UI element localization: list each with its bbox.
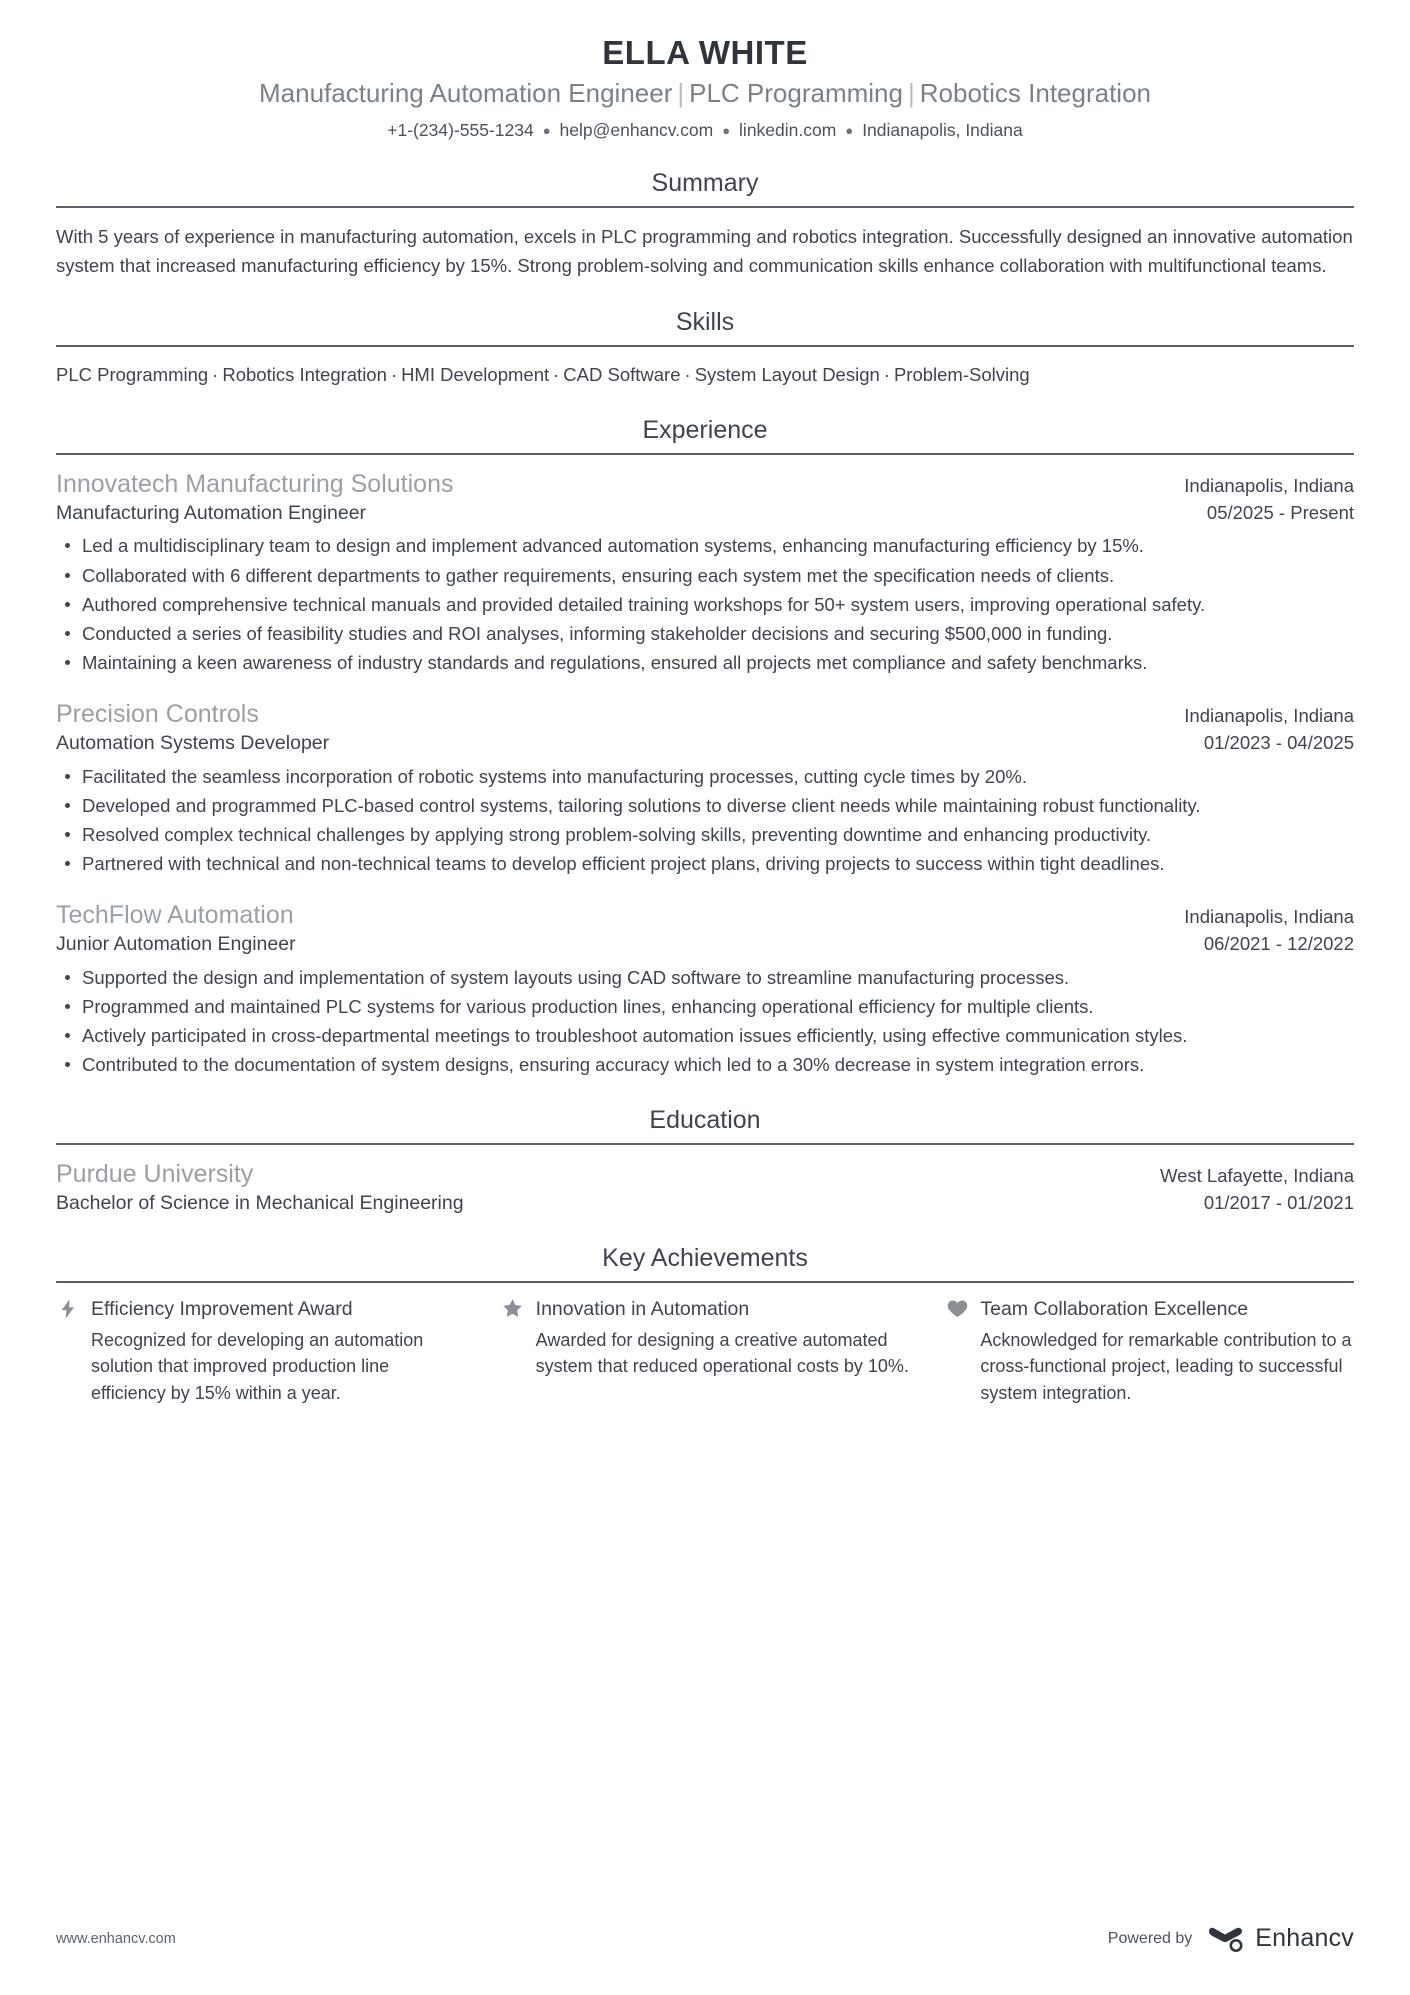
- skills-list: [56, 361, 1354, 389]
- enhancv-logo: [1206, 1924, 1354, 1953]
- job-bullet: Facilitated the seamless incorporation of robotic systems into manufacturing processes, cutting cycle times by 20%.: [56, 763, 1354, 791]
- enhancv-mark-icon: [1206, 1926, 1246, 1952]
- heart-icon: [945, 1297, 969, 1321]
- footer-url[interactable]: www.enhancv.com: [56, 1930, 176, 1947]
- star-icon: [501, 1297, 525, 1321]
- contact-location: Indianapolis, Indiana: [862, 120, 1023, 141]
- experience-entries: [56, 469, 1354, 1079]
- job-bullet: Programmed and maintained PLC systems for various production lines, enhancing operational efficiency for multiple clients.: [56, 993, 1354, 1021]
- contact-line: [56, 119, 1354, 142]
- job-bullet: Contributed to the documentation of system designs, ensuring accuracy which led to a 30% decrease in system integration errors.: [56, 1051, 1354, 1079]
- experience-entry-subheader: [56, 731, 1354, 756]
- section-summary: [56, 168, 1354, 281]
- key-achievement-description: Acknowledged for remarkable contribution to a cross-functional project, leading to successful system integration.: [980, 1329, 1352, 1403]
- contact-website[interactable]: linkedin.com: [739, 120, 837, 141]
- job-bullet-list: [56, 763, 1354, 878]
- skill-separator-icon: ·: [684, 364, 691, 386]
- contact-phone: +1-(234)-555-1234: [387, 120, 534, 141]
- section-divider: [56, 1143, 1354, 1145]
- key-achievement-grid: [56, 1297, 1354, 1407]
- section-divider: [56, 345, 1354, 347]
- education-entry: [56, 1159, 1354, 1217]
- job-dates: 01/2023 - 04/2025: [1203, 732, 1354, 754]
- section-divider: [56, 206, 1354, 208]
- section-skills: [56, 307, 1354, 389]
- job-title: Junior Automation Engineer: [56, 933, 296, 956]
- key-achievement-item: [56, 1297, 465, 1407]
- company-location: Indianapolis, Indiana: [1184, 905, 1354, 927]
- experience-entry-subheader: [56, 501, 1354, 526]
- section-education: [56, 1105, 1354, 1217]
- job-dates: 05/2025 - Present: [1206, 502, 1354, 524]
- headline-divider-icon: |: [677, 77, 685, 108]
- skill-separator-icon: ·: [883, 364, 890, 386]
- key-achievement-description: Recognized for developing an automation solution that improved production line efficiency by 15% within a year.: [91, 1329, 424, 1403]
- section-title-summary: Summary: [651, 168, 759, 197]
- key-achievement-title: Innovation in Automation: [535, 1297, 750, 1320]
- skill-item: Robotics Integration: [222, 364, 387, 386]
- school-location: West Lafayette, Indiana: [1159, 1165, 1354, 1187]
- experience-entry-subheader: [56, 932, 1354, 957]
- job-bullet: Conducted a series of feasibility studies and ROI analyses, informing stakeholder decisions and securing $500,000 in funding.: [56, 620, 1354, 648]
- education-dates: 01/2017 - 01/2021: [1203, 1192, 1354, 1214]
- key-achievement-item: [945, 1297, 1354, 1407]
- headline-part-3: Robotics Integration: [919, 77, 1151, 108]
- experience-entry-header: [56, 900, 1354, 931]
- skill-separator-icon: ·: [553, 364, 560, 386]
- powered-by-label: Powered by: [1107, 1929, 1193, 1947]
- candidate-headline: [56, 78, 1354, 109]
- job-bullet: Collaborated with 6 different departments to gather requirements, ensuring each system met the specification needs of clients.: [56, 562, 1354, 590]
- degree-title: Bachelor of Science in Mechanical Engineering: [56, 1192, 464, 1215]
- headline-part-1: Manufacturing Automation Engineer: [258, 77, 673, 108]
- footer-branding: [1108, 1924, 1354, 1953]
- section-divider: [56, 1281, 1354, 1283]
- company-location: Indianapolis, Indiana: [1184, 474, 1354, 496]
- job-bullet: Developed and programmed PLC-based control systems, tailoring solutions to diverse client needs while maintaining robust functionality.: [56, 792, 1354, 820]
- skill-separator-icon: ·: [390, 364, 398, 386]
- bullet-separator-icon: ●: [845, 123, 854, 139]
- key-achievement-header: [501, 1297, 910, 1321]
- skill-item: System Layout Design: [694, 364, 880, 386]
- school-name: Purdue University: [56, 1160, 254, 1189]
- key-achievement-header: [945, 1297, 1354, 1321]
- skill-item: CAD Software: [563, 364, 681, 386]
- company-name: Precision Controls: [56, 699, 259, 728]
- section-key-achievements: [56, 1243, 1354, 1407]
- section-title-experience: Experience: [642, 415, 768, 444]
- skill-item: HMI Development: [401, 364, 550, 386]
- key-achievement-title: Efficiency Improvement Award: [91, 1297, 353, 1320]
- company-name: TechFlow Automation: [56, 900, 294, 929]
- job-bullet: Resolved complex technical challenges by applying strong problem-solving skills, preventing downtime and enhancing productivity.: [56, 821, 1354, 849]
- lightning-bolt-icon: [56, 1297, 80, 1321]
- job-bullet-list: [56, 964, 1354, 1079]
- headline-divider-icon: |: [907, 77, 915, 108]
- experience-entry-header: [56, 699, 1354, 730]
- key-achievement-item: [501, 1297, 910, 1407]
- resume-header: [56, 0, 1354, 142]
- skill-item: Problem-Solving: [893, 364, 1030, 386]
- job-bullet: Led a multidisciplinary team to design and implement advanced automation systems, enhancing manufacturing efficiency by 15%.: [56, 532, 1354, 560]
- contact-email[interactable]: help@enhancv.com: [559, 120, 714, 141]
- job-bullet: Authored comprehensive technical manuals and provided detailed training workshops for 50+ system users, improving operational safety.: [56, 591, 1354, 619]
- key-achievement-header: [56, 1297, 465, 1321]
- experience-entry: [56, 469, 1354, 677]
- education-entries: [56, 1159, 1354, 1217]
- page-footer: [56, 1924, 1354, 1953]
- job-bullet-list: [56, 532, 1354, 677]
- key-achievement-description: Awarded for designing a creative automated system that reduced operational costs by 10%.: [535, 1329, 909, 1377]
- section-divider: [56, 453, 1354, 455]
- skill-separator-icon: ·: [212, 364, 219, 386]
- bullet-separator-icon: ●: [722, 123, 731, 139]
- experience-entry-header: [56, 469, 1354, 500]
- education-entry-header: [56, 1159, 1354, 1190]
- education-entry-subheader: [56, 1191, 1354, 1216]
- skill-item: PLC Programming: [56, 364, 209, 386]
- job-bullet: Partnered with technical and non-technical teams to develop efficient project plans, driving projects to success within tight deadlines.: [56, 850, 1354, 878]
- candidate-name: ELLA WHITE: [602, 34, 808, 71]
- company-location: Indianapolis, Indiana: [1184, 704, 1354, 726]
- company-name: Innovatech Manufacturing Solutions: [56, 469, 454, 498]
- job-title: Manufacturing Automation Engineer: [56, 502, 367, 525]
- job-bullet: Supported the design and implementation of system layouts using CAD software to streamline manufacturing processes.: [56, 964, 1354, 992]
- section-title-skills: Skills: [675, 308, 735, 337]
- key-achievement-title: Team Collaboration Excellence: [980, 1297, 1249, 1320]
- enhancv-brand-name: Enhancv: [1255, 1924, 1354, 1952]
- experience-entry: [56, 900, 1354, 1079]
- section-title-key-achievements: Key Achievements: [602, 1243, 808, 1272]
- job-title: Automation Systems Developer: [56, 732, 330, 755]
- section-title-education: Education: [649, 1106, 761, 1135]
- summary-text: With 5 years of experience in manufacturing automation, excels in PLC programming and robotics integration. Successfully designed an innovative automation system that increased manufacturing efficiency by 15%. Strong problem-solving and communication skills enhance collaboration with multifunctional teams.: [56, 225, 1353, 277]
- job-bullet: Maintaining a keen awareness of industry standards and regulations, ensured all projects met compliance and safety benchmarks.: [56, 649, 1354, 677]
- experience-entry: [56, 699, 1354, 878]
- job-bullet: Actively participated in cross-departmental meetings to troubleshoot automation issues efficiently, using effective communication styles.: [56, 1022, 1354, 1050]
- bullet-separator-icon: ●: [542, 123, 551, 139]
- section-experience: [56, 415, 1354, 1079]
- headline-part-2: PLC Programming: [689, 77, 903, 108]
- job-dates: 06/2021 - 12/2022: [1203, 933, 1354, 955]
